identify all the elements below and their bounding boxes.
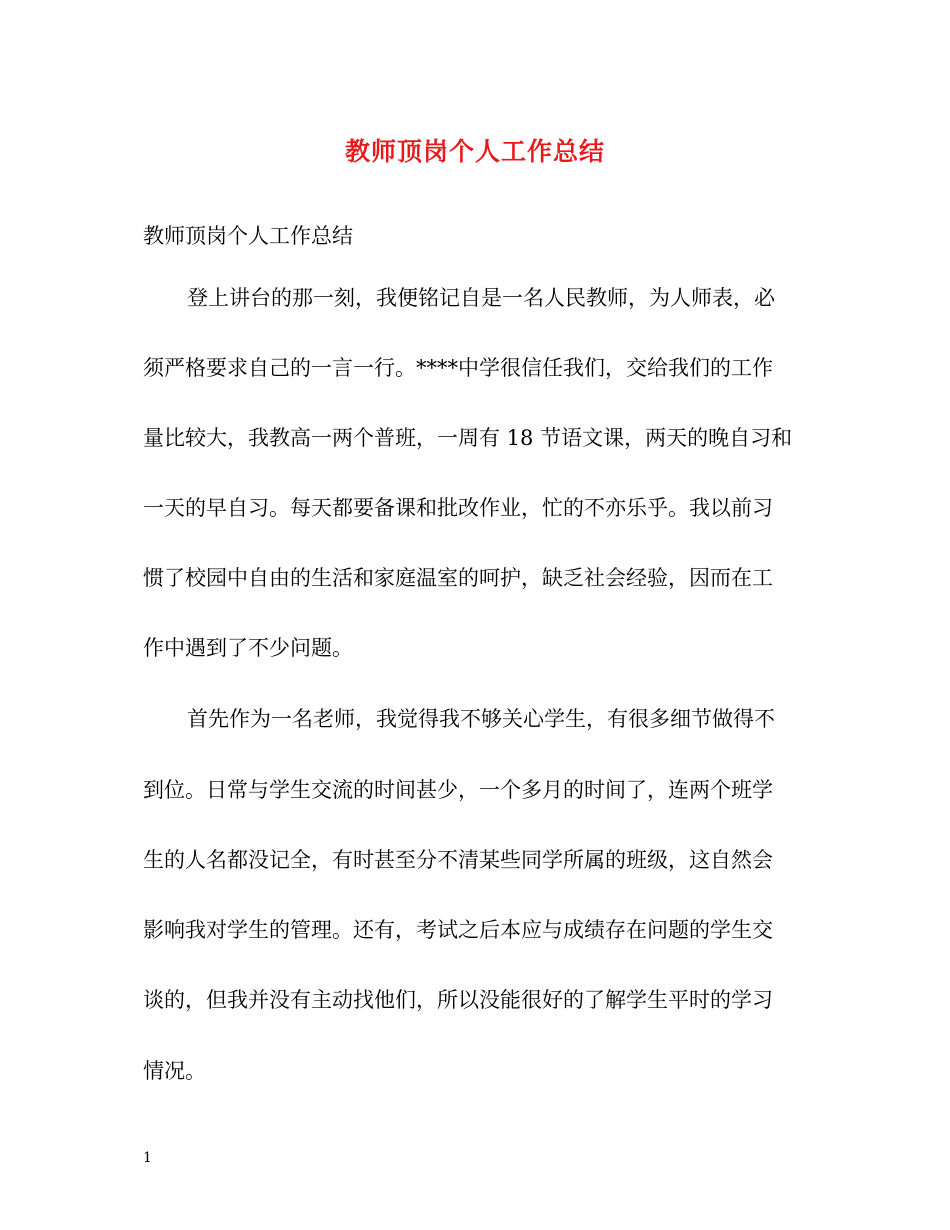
paragraph-2-line-2: 到位。日常与学生交流的时间甚少，一个多月的时间了，连两个班学 [143,778,773,802]
paragraph-1-line-6: 作中遇到了不少问题。 [143,636,353,660]
subtitle: 教师顶岗个人工作总结 [143,224,353,248]
paragraph-1-line-5: 惯了校园中自由的生活和家庭温室的呵护，缺乏社会经验，因而在工 [143,566,773,590]
paragraph-2-line-6: 情况。 [143,1059,206,1083]
paragraph-1-line-4: 一天的早自习。每天都要备课和批改作业，忙的不亦乐乎。我以前习 [143,496,773,520]
paragraph-1-line-1: 登上讲台的那一刻，我便铭记自是一名人民教师，为人师表，必 [187,286,775,310]
paragraph-1-line-3: 量比较大，我教高一两个普班，一周有 18 节语文课，两天的晚自习和 [143,426,793,450]
paragraph-2-line-4: 影响我对学生的管理。还有，考试之后本应与成绩存在问题的学生交 [143,918,773,942]
paragraph-2-line-5: 谈的，但我并没有主动找他们，所以没能很好的了解学生平时的学习 [143,988,773,1012]
paragraph-1-line-2: 须严格要求自己的一言一行。****中学很信任我们，交给我们的工作 [143,356,773,380]
document-title: 教师顶岗个人工作总结 [344,137,605,166]
page-number: 1 [143,1150,152,1166]
paragraph-2-line-3: 生的人名都没记全，有时甚至分不清某些同学所属的班级，这自然会 [143,848,773,872]
paragraph-2-line-1: 首先作为一名老师，我觉得我不够关心学生，有很多细节做得不 [187,707,775,731]
